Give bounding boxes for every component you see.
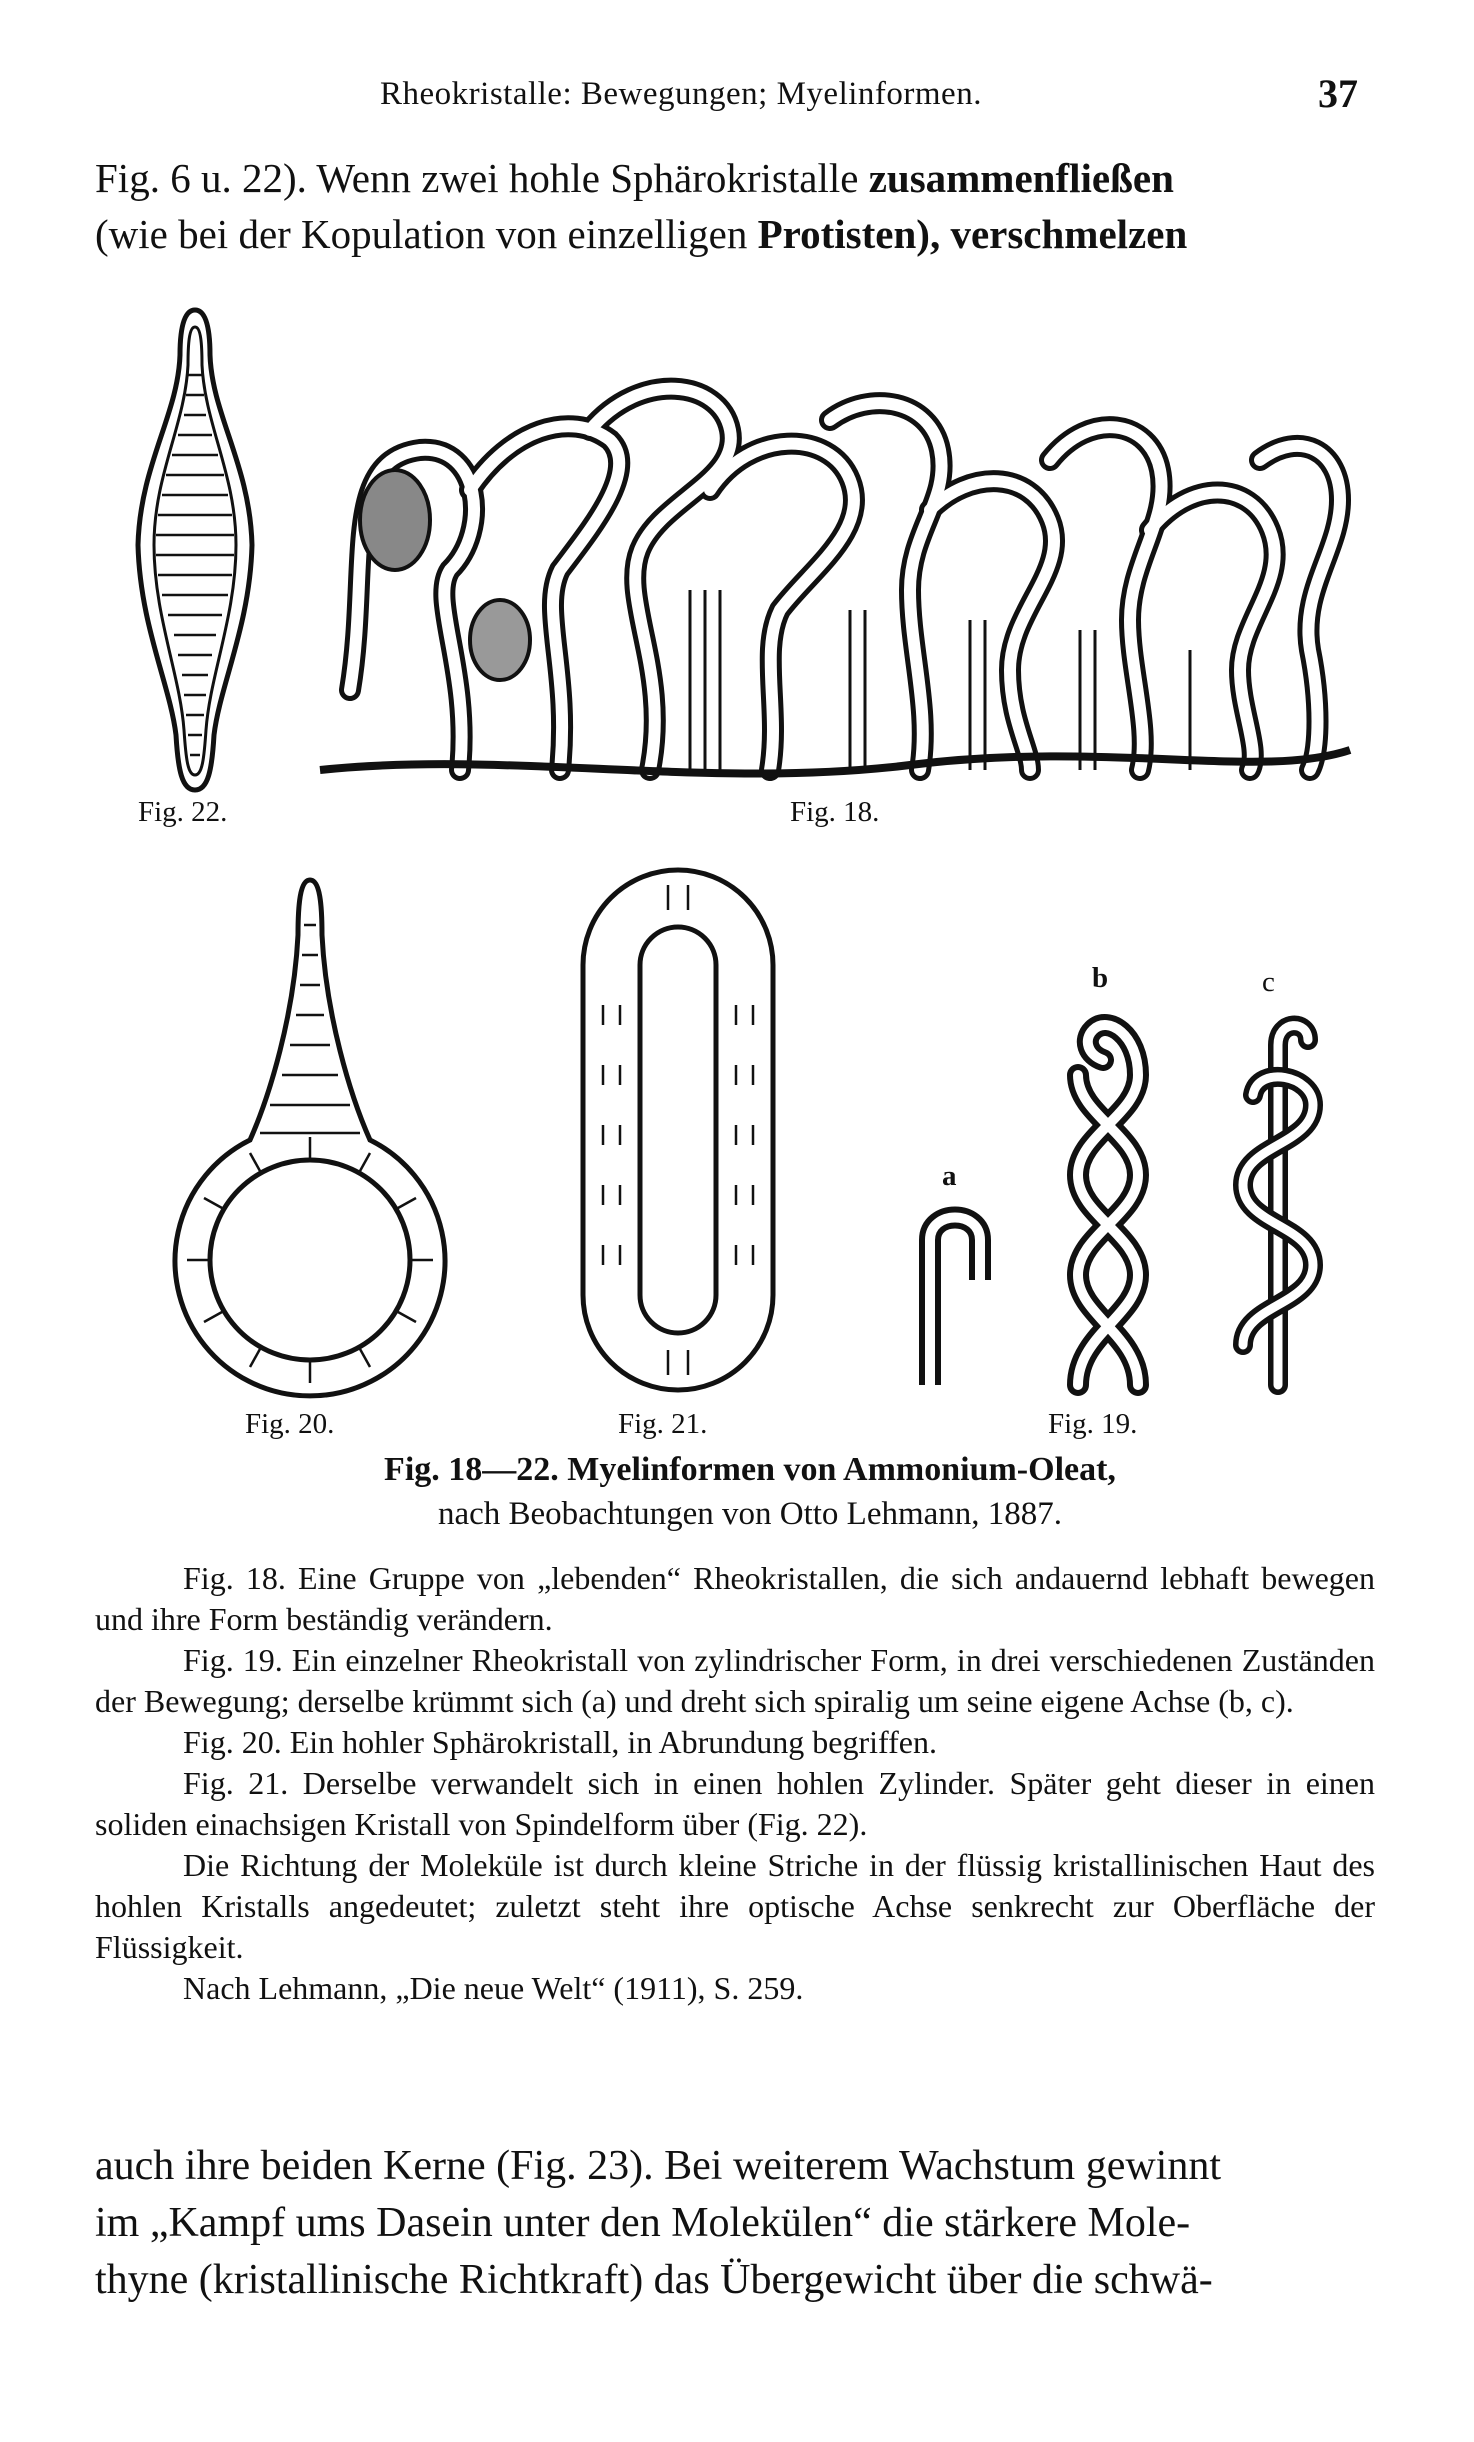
fig18-label: Fig. 18.	[790, 796, 880, 828]
figure-legend	[95, 1558, 1375, 2009]
bottom-line-1: auch ihre beiden Kerne (Fig. 23). Bei weiterem Wachstum gewinnt	[95, 2143, 1222, 2189]
fig19-bent-crystal-a-illustration	[915, 1200, 995, 1390]
legend-molecules: Die Richtung der Moleküle ist durch kleine Striche in der flüssig kristallinischen Haut des hohlen Kristalls angedeutet; zuletzt steht ihre optische Achse senkrecht zur Oberfläche der Flüssigkeit.	[95, 1847, 1375, 1965]
fig22-label: Fig. 22.	[138, 796, 228, 828]
fig22-spindle-illustration	[130, 305, 260, 795]
caption-title: Fig. 18—22. Myelinformen von Ammonium-Oleat,	[384, 1451, 1116, 1488]
fig19-label-a: a	[942, 1160, 957, 1192]
legend-fig19: Fig. 19. Ein einzelner Rheokristall von zylindrischer Form, in drei verschiedenen Zuständen der Bewegung; derselbe krümmt sich (a) und dreht sich spiralig um seine eigene Achse (b, c).	[95, 1642, 1375, 1719]
bottom-line-2: im „Kampf ums Dasein unter den Molekülen“ die stärkere Mole-	[95, 2200, 1191, 2246]
caption-subtitle: nach Beobachtungen von Otto Lehmann, 1887.	[437, 1496, 1063, 1532]
legend-source: Nach Lehmann, „Die neue Welt“ (1911), S. 259.	[183, 1970, 804, 2006]
fig20-hollow-spherocrystal-illustration	[170, 875, 450, 1395]
top-line-1: Fig. 6 u. 22). Wenn zwei hohle Sphärokristalle zusammenfließen	[95, 155, 1174, 201]
fig19-twisted-crystal-b-illustration	[1058, 1005, 1158, 1390]
bottom-line-3: thyne (kristallinische Richtkraft) das Übergewicht über die schwä-	[95, 2257, 1213, 2303]
fig19-label-b: b	[1092, 962, 1109, 994]
fig19-spiral-crystal-c-illustration	[1228, 1005, 1328, 1390]
fig20-label: Fig. 20.	[245, 1408, 335, 1440]
fig21-label: Fig. 21.	[618, 1408, 708, 1440]
top-line-2: (wie bei der Kopulation von einzelligen Protisten), verschmelzen	[95, 211, 1188, 257]
figure-caption	[300, 1448, 1200, 1536]
running-head: Rheokristalle: Bewegungen; Myelinformen.	[380, 76, 982, 112]
fig19-label: Fig. 19.	[1048, 1408, 1138, 1440]
fig21-hollow-cylinder-illustration	[578, 865, 778, 1395]
bottom-paragraph	[95, 2138, 1375, 2309]
fig19-label-c: c	[1262, 966, 1275, 998]
legend-fig18: Fig. 18. Eine Gruppe von „lebenden“ Rheokristallen, die sich andauernd lebhaft bewegen und ihre Form beständig verändern.	[95, 1560, 1375, 1637]
legend-fig21: Fig. 21. Derselbe verwandelt sich in einen hohlen Zylinder. Später geht dieser in einen soliden einachsigen Kristall von Spindelform über (Fig. 22).	[95, 1765, 1375, 1842]
legend-fig20: Fig. 20. Ein hohler Sphärokristall, in Abrundung begriffen.	[183, 1724, 937, 1760]
page-number: 37	[1318, 71, 1358, 116]
fig18-rheocrystal-group-illustration	[310, 370, 1360, 790]
top-paragraph	[95, 150, 1375, 262]
page-header	[0, 68, 1474, 118]
